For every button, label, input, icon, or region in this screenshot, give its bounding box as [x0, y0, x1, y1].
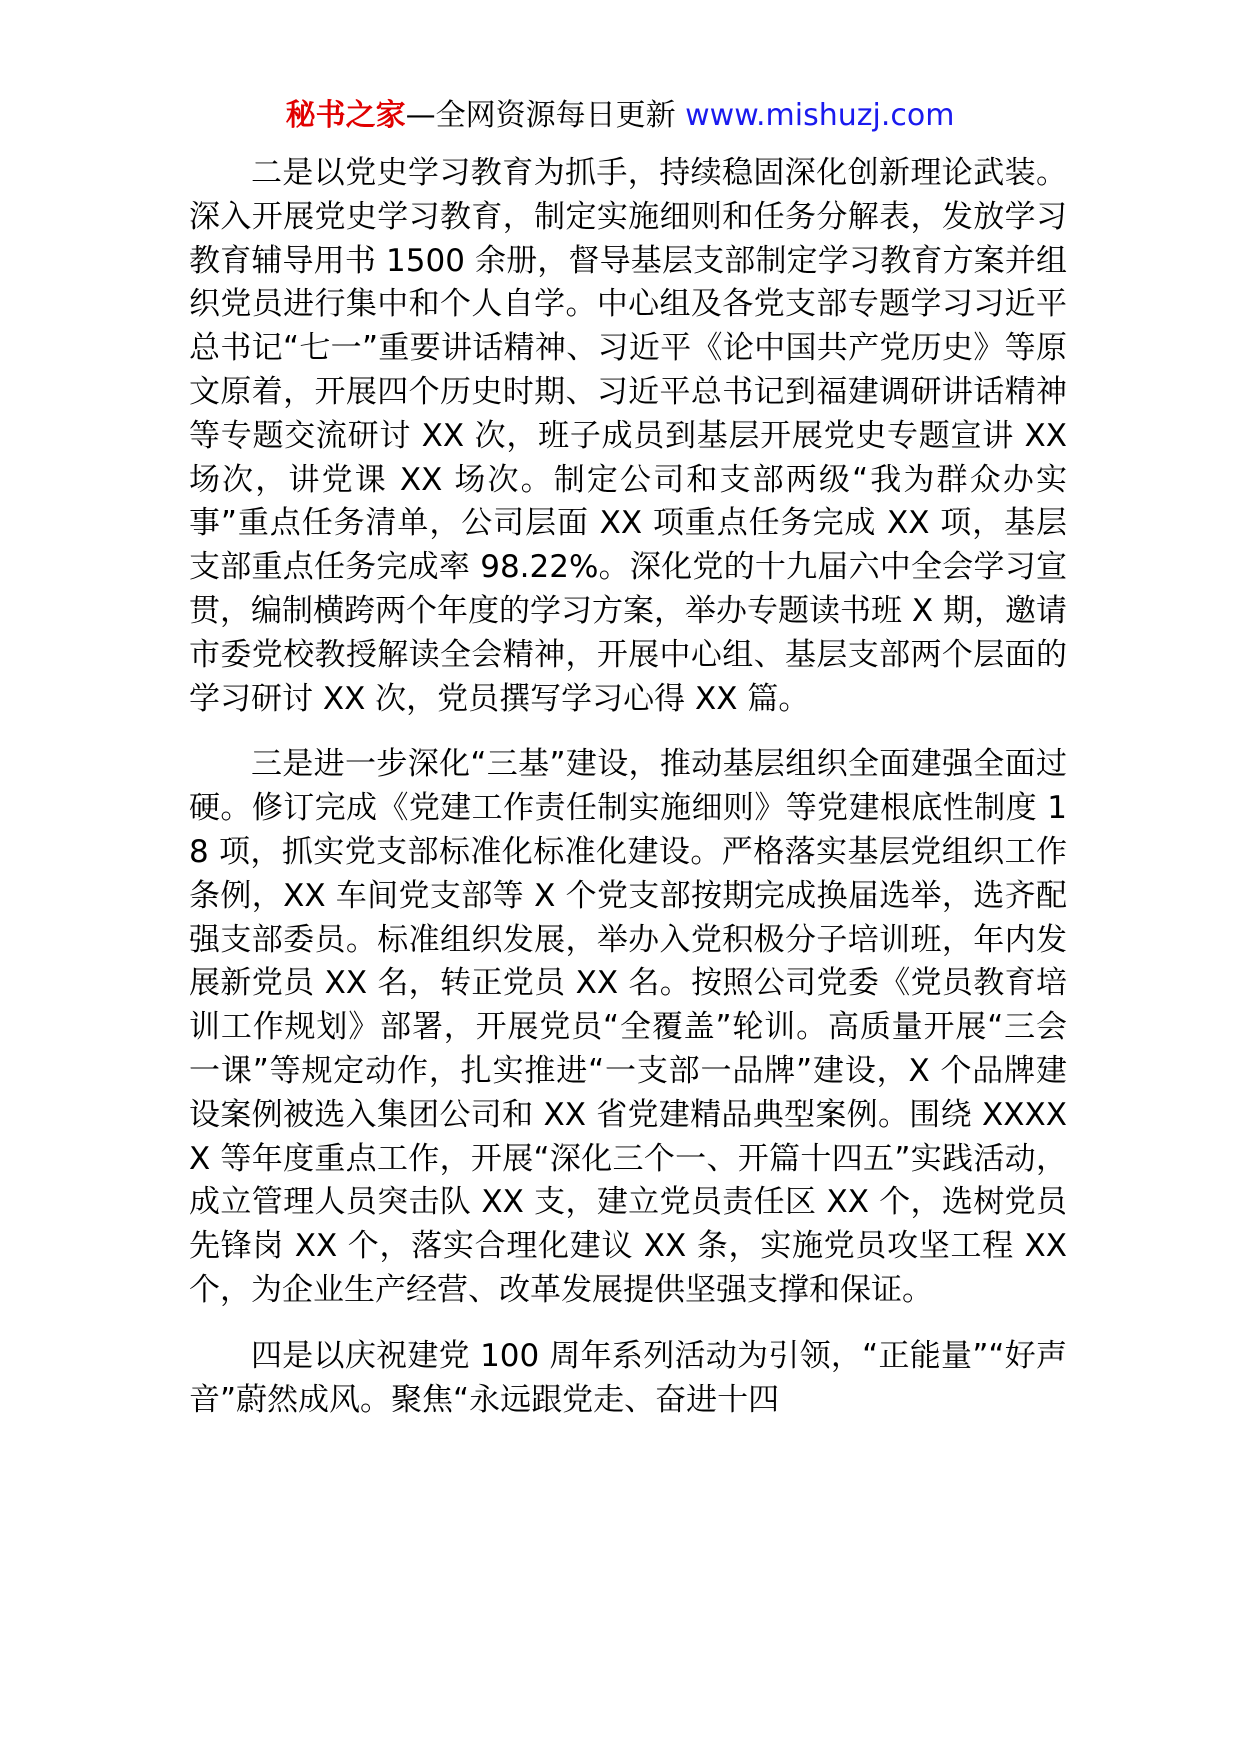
paragraph-4: 四是以庆祝建党 100 周年系列活动为引领，“正能量”“好声音”蔚然成风。聚焦“永远跟党走、奋进十四	[189, 1337, 1067, 1418]
page-header	[0, 96, 1240, 136]
paragraph-2: 二是以党史学习教育为抓手，持续稳固深化创新理论武装。深入开展党史学习教育，制定实施细则和任务分解表，发放学习教育辅导用书 1500 余册，督导基层支部制定学习教育方案并组织党员进行集中和个人自学。中心组及各党支部专题学习习近平总书记“七一”重要讲话精神、习近平《论中国共产党历史》等原文原着，开展四个历史时期、习近平总书记到福建调研讲话精神等专题交流研讨 XX 次，班子成员到基层开展党史专题宣讲 XX 场次，讲党课 XX 场次。制定公司和支部两级“我为群众办实事”重点任务清单，公司层面 XX 项重点任务完成 XX 项，基层支部重点任务完成率 98.22%。深化党的十九届六中全会学习宣贯，编制横跨两个年度的学习方案，举办专题读书班 X 期，邀请市委党校教授解读全会精神，开展中心组、基层支部两个层面的学习研讨 XX 次，党员撰写学习心得 XX 篇。	[189, 155, 1067, 717]
document-body	[189, 152, 1067, 1444]
site-url-link[interactable]: www.mishuzj.com	[685, 98, 955, 133]
header-tagline: —全网资源每日更新	[405, 98, 676, 133]
brand-name: 秘书之家	[285, 98, 406, 133]
paragraph-3: 三是进一步深化“三基”建设，推动基层组织全面建强全面过硬。修订完成《党建工作责任制实施细则》等党建根底性制度 18 项，抓实党支部标准化标准化建设。严格落实基层党组织工作条例，XX 车间党支部等 X 个党支部按期完成换届选举，选齐配强支部委员。标准组织发展，举办入党积极分子培训班，年内发展新党员 XX 名，转正党员 XX 名。按照公司党委《党员教育培训工作规划》部署，开展党员“全覆盖”轮训。高质量开展“三会一课”等规定动作，扎实推进“一支部一品牌”建设，X 个品牌建设案例被选入集团公司和 XX 省党建精品典型案例。围绕 XXXXX 等年度重点工作，开展“深化三个一、开篇十四五”实践活动，成立管理人员突击队 XX 支，建立党员责任区 XX 个，选树党员先锋岗 XX 个，落实合理化建议 XX 条，实施党员攻坚工程 XX 个，为企业生产经营、改革发展提供坚强支撑和保证。	[189, 746, 1067, 1308]
